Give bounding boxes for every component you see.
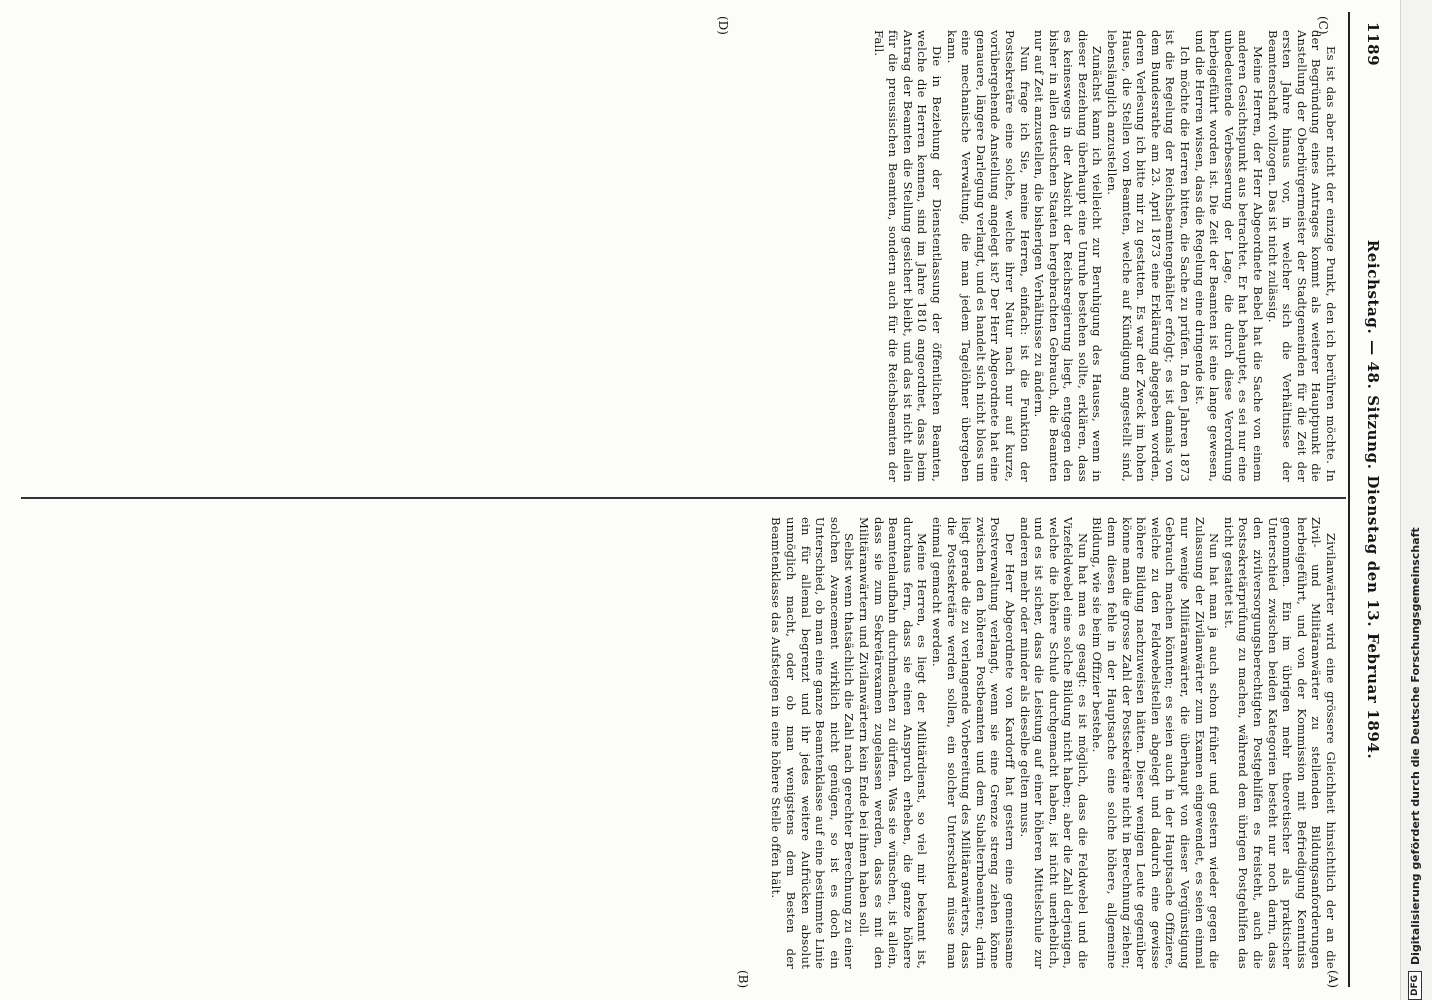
- paragraph: Zunächst kann ich vielleicht zur Beruhigung des Hauses, wenn in dieser Beziehung überhaupt eine Unruhe bestehen sollte, erklären, dass es keineswegs in der Absicht der Reichsregierung liegt, entgegen den bisher in allen deutschen Staaten hergebrachten Gebrauch, die Beamten nur auf Zeit anzustellen, die bisherigen Verhältnisse zu ändern.: [1032, 30, 1105, 482]
- paragraph: Ich möchte die Herren bitten, die Sache zu prüfen. In den Jahren 1873 ist die Regelung der Reichsbeamtengehälter erfolgt; es ist damals von dem Bundesrathe am 23. April 1873 eine Erklärung abgegeben worden, deren Verlesung ich bitte mir zu gestatten. Es war der Zweck im hohen Hause, die Stellen von Beamten, welche auf Kündigung angestellt sind, lebenslänglich anzustellen.: [1105, 30, 1193, 482]
- paragraph: Die in Beziehung der Dienstentlassung der öffentlichen Beamten, welche die Herren kennen, sind im Jahre 1810 angeordnet, dass beim Antrag der Beamten die Stellung gesichert bleibt, und das ist nicht allein für die preussischen Beamten, sondern auch für die Reichsbeamten der Fall.: [871, 30, 944, 482]
- margin-mark-b: (B): [736, 970, 750, 989]
- margin-mark-a: (A): [1326, 970, 1340, 989]
- paragraph: Nun hat man es gesagt: es ist möglich, dass die Feldwebel und die Vizefeldwebel eine solche Bildung nicht haben; aber die Zahl derjenigen, welche die höhere Schule durchgemacht haben, ist nicht unerheblich, und es ist sicher, dass die Leistung auf einer höheren Mittelschule zur anderen mehr oder minder als dieselbe gelten muss.: [1017, 517, 1090, 969]
- paragraph: Nun frage ich Sie, meine Herren, einfach: ist die Funktion der Postsekretäre eine solche, welche ihrer Natur nach nur auf kurze, vorübergehende Anstellung angelegt ist? Der Herr Abgeordnete hat eine genauere, längere Darlegung verlangt, und es handelt sich nicht bloss um eine mechanische Verwaltung, die man jedem Tagelöhner übergeben kann.: [944, 30, 1032, 482]
- page-header: [1348, 12, 1390, 987]
- paragraph: Es ist das aber nicht der einzige Punkt, den ich berühren möchte. In der Begründung eines Antrages kommt als weiterer Hauptpunkt die Anstellung der Oberbürgermeister der Stadtgemeinden für die Zeit der ersten Jahre hinaus vor, in welcher sich die Verhältnisse der Beamtenschaft vollzogen. Das ist nicht zulässig.: [1265, 30, 1338, 482]
- paragraph: Nun hat man ja auch schon früher und gestern wieder gegen die Zulassung der Zivilanwärter zum Examen eingewendet, es seien einmal nur wenige Militäranwärter, die überhaupt von dieser Vergünstigung Gebrauch machen könnten; es seien auch in der Hauptsache Offiziere, welche zu den Feldwebelstellen abgelegt und dadurch eine gewisse höhere Bildung nachzuweisen hätten. Dieser wenigen Leute gegenüber könne man die grosse Zahl der Postsekretäre nicht in Berechnung ziehen; denn diesen fehle in der Hauptsache eine solche höhere, allgemeine Bildung, wie sie beim Offizier bestehe.: [1090, 517, 1222, 969]
- paragraph: Der Herr Abgeordnete von Kardorff hat gestern eine gemeinsame Postverwaltung verlangt, wenn sie eine Grenze streng ziehen könne zwischen den höheren Postbeamten und dem Subalternbeamten; darin liegt gerade die zu verlangende Vorbereitung des Militäranwärters, dass die Postsekretäre werden sollen, ein solcher Unterschied müsse man einmal gemacht werden.: [929, 517, 1017, 969]
- credit-text: Digitalisierung gefördert durch die Deutsche Forschungsgemeinschaft: [1408, 527, 1422, 965]
- dfg-logo-icon: DFG: [1408, 971, 1422, 1000]
- margin-mark-c: (C): [1316, 16, 1330, 35]
- paragraph: Meine Herren, es liegt der Militärdienst, so viel mir bekannt ist, durchaus fern, dass sie einen Anspruch erheben, die ganze höhere Beamtenlaufbahn durchmachen zu dürfen. Was sie wünschen, ist allein, dass sie zum Sekretärexamen zugelassen werden, dass es mit den Militäranwärtern und Zivilanwärtern kein Ende bei ihnen haben soll.: [857, 517, 930, 969]
- text-column-left: [28, 30, 1338, 482]
- paragraph: Zivilanwärter wird eine grössere Gleichheit hinsichtlich der an die Zivil- und Militäranwärter zu stellenden Bildungsanforderungen herbeigeführt, und von der Kommission mit Befriedigung Kenntniss genommen. Ein im übrigen mehr theoretischer als praktischer Unterschied zwischen beiden Kategorien besteht nur noch darin, dass den zivilversorgungsberechtigten Postgehilfen es freisteht, auch die Postsekretärprüfung zu machen, während dem übrigen Postgehilfen das nicht gestattet ist.: [1221, 517, 1338, 969]
- text-column-right: [28, 517, 1338, 969]
- page-number: 1189: [1364, 22, 1382, 67]
- rotated-newspaper-page: [15, 12, 1390, 987]
- margin-mark-d: (D): [716, 16, 730, 35]
- column-divider: [21, 497, 1346, 499]
- paragraph: Selbst wenn thatsächlich die Zahl nach gerechter Berechnung zu einer solchen Avancement wirklich nicht genügen, so ist es doch ein Unterschied, ob man eine ganze Beamtenklasse auf eine bestimmte Linie ein für allemal begrenzt und ihr jedes weitere Aufrücken absolut unmöglich macht, oder ob man wenigstens dem Besten der Beamtenklasse das Aufsteigen in eine höhere Stelle offen hält.: [769, 517, 857, 969]
- paragraph: Meine Herren, der Herr Abgeordnete Bebel hat die Sache von einem anderen Gesichtspunkt aus betrachtet. Er hat behauptet, es sei nur eine unbedeutende Verbesserung der Lage, die durch diese Verordnung herbeigeführt worden ist. Die Zeit der Beamten ist eine lange gewesen, und die Herren wissen, dass die Regelung eine dringende ist.: [1192, 30, 1266, 482]
- header-title: Reichstag. — 48. Sitzung. Dienstag den 13. Februar 1894.: [1364, 239, 1382, 760]
- digitization-credit: [1402, 40, 1428, 1000]
